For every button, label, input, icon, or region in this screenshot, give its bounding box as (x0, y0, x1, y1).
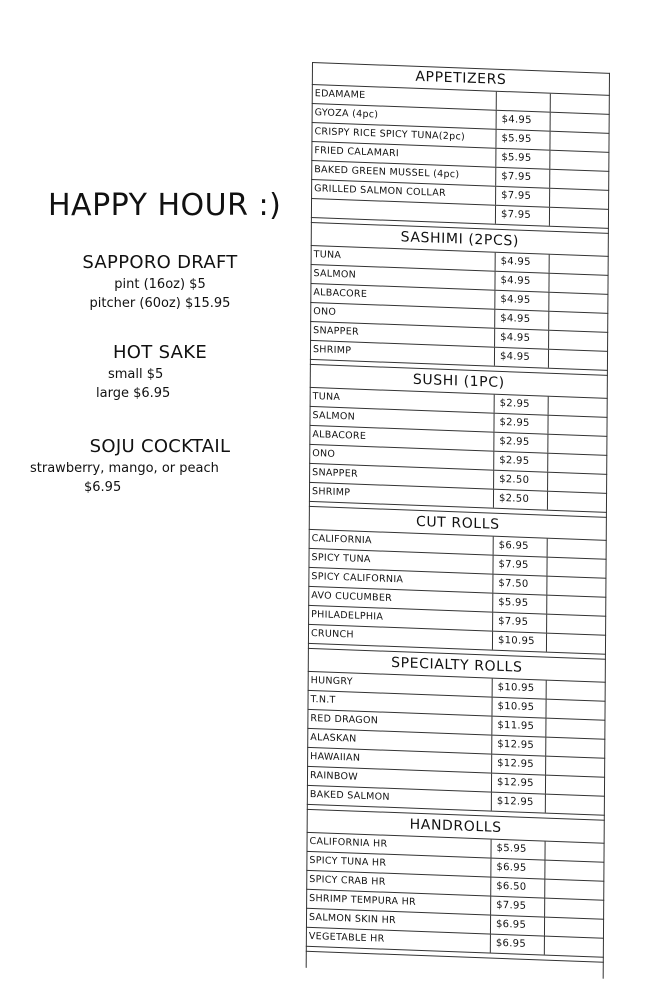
column-divider (549, 189, 550, 207)
menu-item-name: SALMON (313, 268, 357, 281)
section-title: SUSHI (1PC) (310, 365, 608, 399)
column-divider (547, 416, 548, 434)
sapporo-draft-block (30, 252, 290, 313)
menu-item-price: $12.95 (497, 738, 535, 752)
sapporo-pint-price: pint (16oz) $5 (114, 277, 206, 292)
column-divider (548, 397, 549, 415)
menu-item-name: HUNGRY (310, 674, 353, 688)
menu-item-price: $10.95 (497, 681, 535, 695)
menu-item-name: SPICY TUNA (311, 551, 371, 566)
menu-item-name: BAKED SALMON (309, 788, 390, 803)
column-divider (546, 596, 547, 614)
column-divider (490, 916, 491, 934)
menu-item-price: $5.95 (498, 596, 529, 609)
menu-item-price: $4.95 (501, 113, 532, 127)
menu-item-price: $7.50 (498, 577, 529, 590)
menu-item-price: $4.95 (499, 350, 531, 364)
column-divider (548, 274, 549, 292)
column-divider (547, 435, 548, 453)
column-divider (549, 132, 550, 150)
column-divider (544, 937, 545, 955)
menu-item-name: EDAMAME (314, 88, 366, 101)
column-divider (546, 681, 547, 699)
menu-section (310, 223, 609, 376)
column-divider (491, 717, 492, 735)
column-divider (494, 310, 495, 328)
menu-item-name: RED DRAGON (310, 712, 379, 727)
sapporo-pitcher-price: pitcher (60oz) $15.95 (89, 296, 231, 311)
column-divider (490, 878, 491, 896)
menu-item-name: SNAPPER (313, 325, 359, 338)
menu-item-price: $2.95 (499, 397, 530, 410)
column-divider (493, 433, 494, 451)
column-divider (545, 719, 546, 737)
menu-item-name: SNAPPER (312, 467, 358, 480)
column-divider (547, 473, 548, 491)
menu-item-price: $12.95 (496, 776, 534, 790)
menu-item-price: $5.95 (501, 132, 532, 146)
soju-price: $6.95 (84, 480, 122, 495)
column-divider (549, 170, 550, 188)
menu-item-name: SPICY CALIFORNIA (311, 570, 404, 586)
column-divider (495, 187, 496, 205)
soju-cocktail-block (30, 436, 290, 497)
hot-sake-large-price: large $6.95 (96, 386, 171, 401)
menu-item-price: $7.95 (498, 558, 529, 571)
menu-item-name: CRUNCH (310, 627, 354, 641)
column-divider (548, 312, 549, 330)
column-divider (494, 329, 495, 347)
menu-item-price: $5.95 (496, 842, 527, 855)
menu-item-name: ALBACORE (313, 287, 368, 301)
column-divider (495, 130, 496, 148)
column-divider (547, 454, 548, 472)
column-divider (548, 331, 549, 349)
column-divider (545, 700, 546, 718)
menu-item-name: SHRIMP (311, 486, 351, 499)
column-divider (550, 94, 551, 112)
menu-item-price: $4.95 (500, 274, 531, 288)
column-divider (494, 348, 495, 366)
column-divider (490, 935, 491, 953)
column-divider (544, 918, 545, 936)
menu-item-price: $6.95 (498, 539, 529, 552)
menu-item-name: GRILLED SALMON COLLAR (314, 183, 446, 199)
column-divider (546, 634, 547, 652)
column-divider (545, 776, 546, 794)
column-divider (490, 840, 491, 858)
soju-cocktail-name: SOJU COCKTAIL (89, 436, 231, 457)
column-divider (548, 293, 549, 311)
menu-item-price: $6.50 (496, 880, 527, 893)
column-divider (490, 859, 491, 877)
column-divider (494, 395, 495, 413)
column-divider (493, 471, 494, 489)
column-divider (491, 755, 492, 773)
menu-section (306, 810, 605, 963)
menu-item-name: AVO CUCUMBER (311, 589, 393, 604)
column-divider (491, 698, 492, 716)
menu-item-price: $2.95 (499, 416, 530, 429)
menu-item-price: $7.95 (498, 615, 529, 628)
menu-section (311, 62, 610, 234)
column-divider (491, 774, 492, 792)
column-divider (495, 168, 496, 186)
column-divider (548, 350, 549, 368)
column-divider (494, 291, 495, 309)
column-divider (550, 113, 551, 131)
menu-section (308, 507, 607, 660)
menu-item-price: $5.95 (501, 151, 532, 165)
column-divider (546, 558, 547, 576)
menu-item-price: $7.95 (500, 208, 532, 222)
menu-item-price: $4.95 (500, 312, 531, 326)
column-divider (492, 594, 493, 612)
column-divider (492, 632, 493, 650)
menu-item-name: T.N.T (310, 693, 336, 706)
column-divider (496, 92, 497, 110)
menu-section (309, 365, 608, 518)
menu-item-name: SHRIMP (312, 344, 352, 357)
menu-item-price: $7.95 (501, 189, 532, 203)
column-divider (493, 537, 494, 555)
menu-item-name: ONO (312, 448, 336, 460)
menu-item-name: CALIFORNIA HR (309, 835, 388, 850)
column-divider (491, 736, 492, 754)
column-divider (492, 613, 493, 631)
column-divider (493, 414, 494, 432)
menu-item-name: TUNA (313, 249, 342, 262)
column-divider (496, 111, 497, 129)
menu-item-price: $4.95 (500, 331, 531, 345)
menu-item-name: ALASKAN (310, 731, 357, 745)
menu-item-price: $6.95 (496, 861, 527, 874)
column-divider (493, 490, 494, 508)
column-divider (495, 149, 496, 167)
column-divider (544, 861, 545, 879)
menu-item-price: $10.95 (497, 700, 535, 714)
menu-item-price: $7.95 (496, 899, 527, 912)
section-title: CUT ROLLS (309, 507, 607, 541)
column-divider (545, 757, 546, 775)
menu-item-price: $6.95 (495, 937, 527, 950)
column-divider (549, 255, 550, 273)
section-title: HANDROLLS (307, 810, 605, 844)
hot-sake-block (30, 342, 290, 403)
section-title: SPECIALTY ROLLS (308, 649, 606, 683)
column-divider (492, 575, 493, 593)
menu-item-name: GYOZA (4pc) (314, 107, 379, 121)
menu-item-price: $4.95 (500, 255, 531, 269)
column-divider (546, 577, 547, 595)
hot-sake-small-price: small $5 (108, 367, 164, 382)
menu-sheet (306, 62, 610, 979)
column-divider (493, 452, 494, 470)
column-divider (549, 151, 550, 169)
menu-item-name: SPICY CRAB HR (309, 873, 386, 888)
menu-item-name: SHRIMP TEMPURA HR (309, 892, 416, 908)
menu-item-price: $2.50 (498, 492, 530, 505)
column-divider (549, 208, 550, 226)
menu-item-name: HAWAIIAN (310, 750, 361, 764)
column-divider (547, 492, 548, 510)
menu-item-name: VEGETABLE HR (308, 930, 385, 945)
menu-item-name: PHILADELPHIA (311, 608, 384, 623)
column-divider (495, 206, 496, 224)
sapporo-draft-name: SAPPORO DRAFT (82, 252, 238, 273)
menu-item-price: $10.95 (497, 634, 535, 648)
soju-flavors: strawberry, mango, or peach (30, 461, 219, 476)
column-divider (494, 272, 495, 290)
column-divider (545, 795, 546, 813)
menu-item-price: $2.95 (499, 454, 530, 467)
menu-item-price: $2.50 (499, 473, 530, 486)
column-divider (492, 556, 493, 574)
section-title: APPETIZERS (312, 62, 610, 96)
menu-item-name: SALMON (312, 410, 356, 423)
menu-item-name: CALIFORNIA (311, 533, 372, 547)
menu-item-price: $4.95 (500, 293, 531, 307)
menu-section (307, 649, 606, 821)
menu-item-price: $7.95 (501, 170, 532, 184)
column-divider (492, 679, 493, 697)
column-divider (544, 842, 545, 860)
section-title: SASHIMI (2PCS) (311, 223, 609, 257)
menu-item-name: ALBACORE (312, 429, 367, 442)
column-divider (547, 539, 548, 557)
menu-item-name: SPICY TUNA HR (309, 854, 387, 869)
column-divider (491, 793, 492, 811)
menu-item-name: SALMON SKIN HR (308, 911, 397, 927)
menu-item-price: $12.95 (497, 757, 534, 771)
menu-item-name: CRISPY RICE SPICY TUNA(2pc) (314, 126, 466, 143)
column-divider (544, 899, 545, 917)
column-divider (490, 897, 491, 915)
menu-item-name: ONO (313, 306, 337, 318)
happy-hour-title: HAPPY HOUR :) (48, 188, 282, 223)
column-divider (544, 880, 545, 898)
menu-item-price: $11.95 (497, 719, 535, 733)
menu-item-name: BAKED GREEN MUSSEL (4pc) (314, 164, 460, 181)
hot-sake-name: HOT SAKE (112, 342, 208, 363)
menu-item-name: RAINBOW (309, 769, 359, 783)
menu-item-name: TUNA (312, 391, 341, 404)
menu-item-price: $2.95 (499, 435, 530, 448)
menu-item-price: $6.95 (495, 918, 527, 931)
column-divider (495, 253, 496, 271)
menu-item-name: FRIED CALAMARI (314, 145, 400, 160)
column-divider (545, 738, 546, 756)
menu-item-price: $12.95 (496, 795, 534, 809)
column-divider (546, 615, 547, 633)
